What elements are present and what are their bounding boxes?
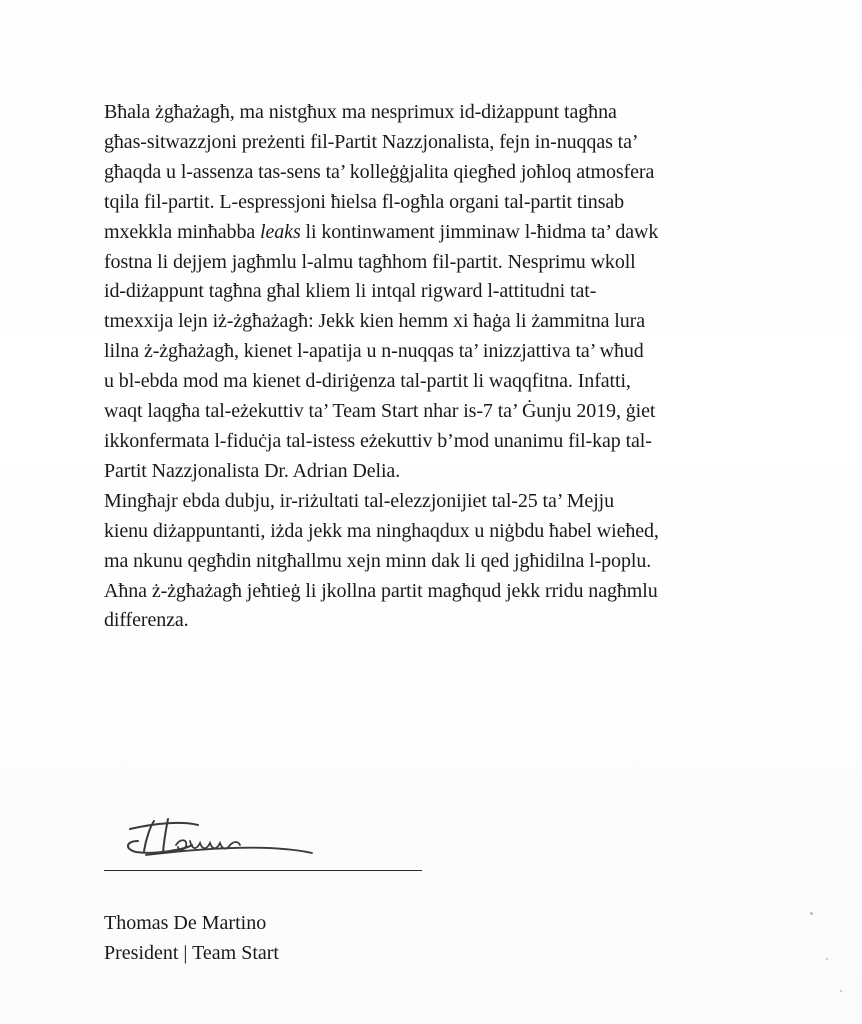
signatory-block <box>104 908 279 968</box>
letter-paragraph-1 <box>104 98 794 487</box>
scan-speck <box>810 912 813 915</box>
signatory-name: Thomas De Martino <box>104 912 267 934</box>
scan-speck <box>826 958 828 960</box>
signature-line <box>104 870 422 871</box>
signature-block <box>104 805 434 875</box>
letter-paragraph-2: Mingħajr ebda dubju, ir-riżultati tal-elezzjonijiet tal-25 ta’ Mejju kienu diżappuntanti, iżda jekk ma ninghaqdux u niġbdu ħabel wieħed, ma nkunu qegħdin nitgħallmu xejn minn dak li qed jgħidilna l-poplu. Aħna ż-żgħażagħ jeħtieġ li jkollna partit magħqud jekk rridu nagħmlu differenza. <box>104 489 659 632</box>
handwritten-signature <box>116 805 326 869</box>
signatory-title: President | Team Start <box>104 942 279 964</box>
scan-speck <box>840 990 842 992</box>
paragraph-1-text-start: Bħala żgħażagħ, ma nistgħux ma nesprimux id-diżappunt tagħna għas-sitwazzjoni preżenti fil-Partit Nazzjonalista, fejn in-nuqqas ta’ għaqda u l-assenza tas-sens ta’ kolleġġjalita qiegħed joħloq atmosfera tqila fil-partit. L-espressjoni ħielsa fl-ogħla organi tal-partit tinsab mxekkla minħabba <box>104 101 655 243</box>
italic-term-leaks: leaks <box>260 220 301 243</box>
paragraph-1-text-end: li kontinwament jimminaw l-ħidma ta’ dawk fostna li dejjem jagħmlu l-almu tagħhom fil-partit. Nesprimu wkoll id-diżappunt tagħna għal kliem li intqal rigward l-attitudni tat- tmexxija lejn iż-żgħażagħ: Jekk kien hemm xi ħaġa li żammitna lura lilna ż-żgħażagħ, kienet l-apatija u n-nuqqas ta’ inizzjattiva ta’ wħud u bl-ebda mod ma kienet d-diriġenza tal-partit li waqqfitna. Infatti, waqt laqgħa tal-eżekuttiv ta’ Team Start nhar is-7 ta’ Ġunju 2019, ġiet ikkonfermata l-fiduċja tal-istess eżekuttiv b’mod unanimu fil-kap tal- Partit Nazzjonalista Dr. Adrian Delia. <box>104 220 659 482</box>
letter-body <box>104 98 794 636</box>
